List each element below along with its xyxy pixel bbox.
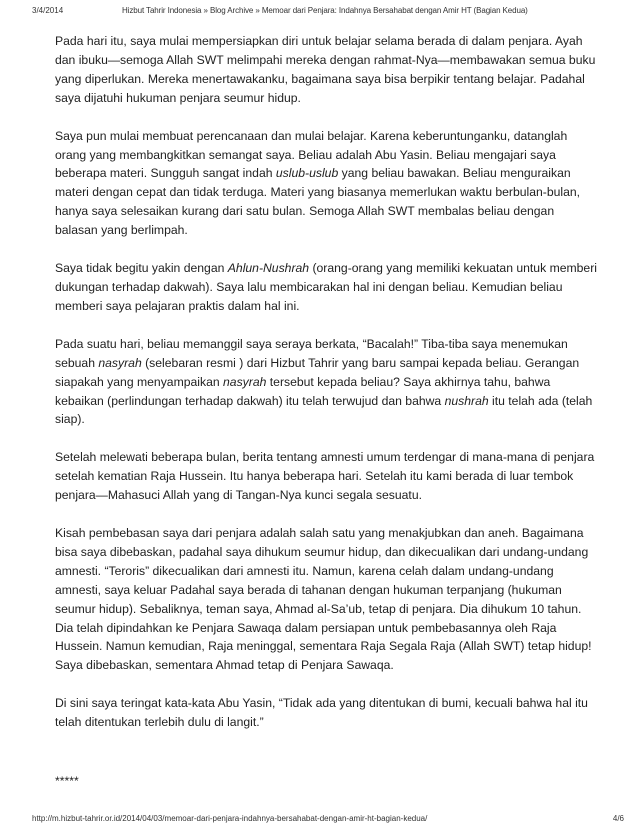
page-title: Hizbut Tahrir Indonesia » Blog Archive » Memoar dari Penjara: Indahnya Bersahabat dengan Amir HT (Bagian Kedua): [122, 6, 528, 15]
section-separator: *****: [55, 774, 79, 789]
paragraph: Saya pun mulai membuat perencanaan dan mulai belajar. Karena keberuntunganku, datanglah orang yang membangkitkan semangat saya. Beliau adalah Abu Yasin. Beliau mengajari saya beberapa materi. Sungguh sangat indah uslub-uslub yang beliau bawakan. Beliau menguraikan materi dengan cepat dan tidak terduga. Materi yang biasanya memerlukan waktu berbulan-bulan, hanya saya selesaikan kurang dari satu bulan. Semoga Allah SWT membalas beliau dengan balasan yang berlimpah.: [55, 128, 581, 238]
print-date: 3/4/2014: [32, 6, 64, 15]
page-number: 4/6: [612, 814, 624, 823]
source-url: http://m.hizbut-tahrir.or.id/2014/04/03/memoar-dari-penjara-indahnya-bersahabat-dengan-amir-ht-bagian-kedua/: [32, 814, 428, 823]
paragraph: Pada hari itu, saya mulai mempersiapkan diri untuk belajar selama berada di dalam penjara. Ayah dan ibuku—semoga Allah SWT melimpahi mereka dengan rahmat-Nya—membawakan semua buku yang diperlukan. Mereka menertawakanku, bagaimana saya bisa berpikir tentang belajar. Padahal saya dijatuhi hukuman penjara seumur hidup.: [55, 34, 596, 105]
paragraph: Di sini saya teringat kata-kata Abu Yasin, “Tidak ada yang ditentukan di bumi, kecuali bahwa hal itu telah ditentukan terlebih dulu di langit.”: [55, 696, 588, 730]
paragraph: Pada suatu hari, beliau memanggil saya seraya berkata, “Bacalah!” Tiba-tiba saya menemukan sebuah nasyrah (selebaran resmi ) dari Hizbut Tahrir yang baru sampai kepada beliau. Gerangan siapakah yang menyampaikan nasyrah tersebut kepada beliau? Saya akhirnya tahu, bahwa kebaikan (perlindungan terhadap dakwah) itu telah terwujud dan bahwa nushrah itu telah ada (telah siap).: [55, 336, 593, 427]
paragraph: Setelah melewati beberapa bulan, berita tentang amnesti umum terdengar di mana-mana di penjara setelah kematian Raja Hussein. Itu hanya beberapa hari. Setelah itu kami berada di luar tembok penjara—Mahasuci Allah yang di Tangan-Nya kunci segala sesuatu.: [55, 450, 595, 503]
paragraph: Saya tidak begitu yakin dengan Ahlun-Nushrah (orang-orang yang memiliki kekuatan untuk memberi dukungan terhadap dakwah). Saya lalu membicarakan hal ini dengan beliau. Kemudian beliau memberi saya pelajaran praktis dalam hal ini.: [55, 261, 597, 313]
paragraph: Kisah pembebasan saya dari penjara adalah salah satu yang menakjubkan dan aneh. Bagaimana bisa saya dibebaskan, padahal saya dihukum seumur hidup, dan dikecualikan dari undang-undang amnesti. “Teroris” dikecualikan dari amnesti itu. Namun, karena celah dalam undang-undang amnesti, saya keluar Padahal saya berada di tahanan dengan hukuman terpanjang (hukuman seumur hidup). Sebaliknya, teman saya, Ahmad al-Sa’ub, tetap di penjara. Dia dihukum 10 tahun. Dia telah dipindahkan ke Penjara Sawaqa dalam persiapan untuk pembebasannya oleh Raja Hussein. Namun kemudian, Raja meninggal, sementara Raja Segala Raja (Allah SWT) tetap hidup! Saya dibebaskan, sementara Ahmad tetap di Penjara Sawaqa.: [55, 526, 592, 673]
article-body: [55, 32, 600, 791]
